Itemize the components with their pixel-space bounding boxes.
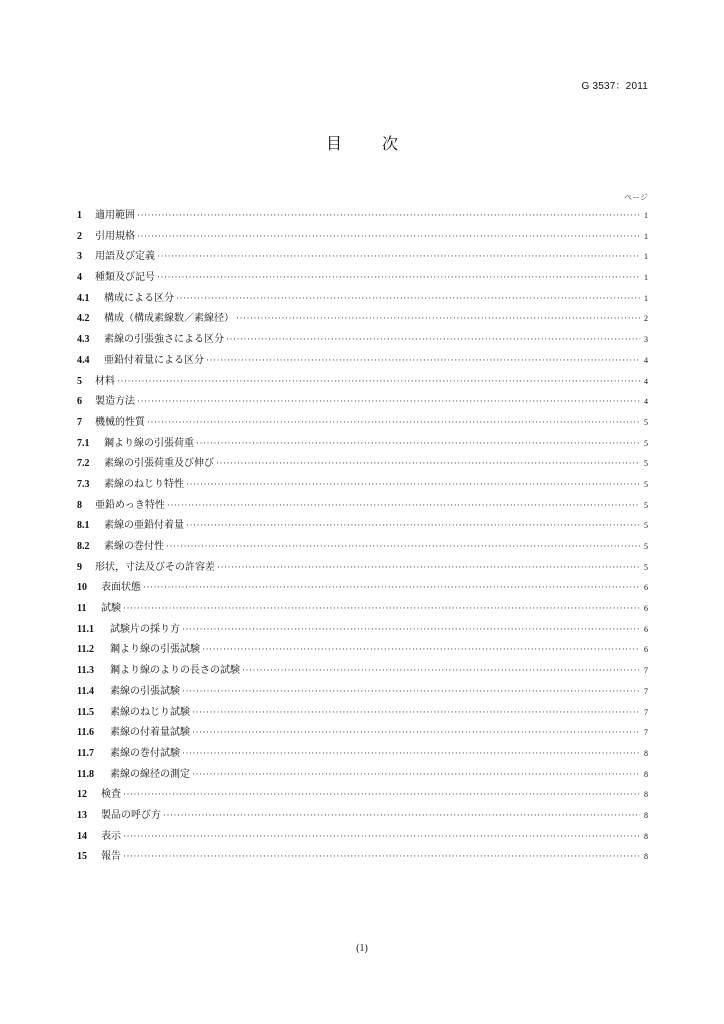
toc-entry-page: 4 <box>644 355 648 365</box>
toc-entry-number: 7.3 <box>77 478 90 490</box>
toc-entry-number: 11.3 <box>77 665 94 677</box>
toc-entry-title: 素線の引張試験 <box>110 685 180 697</box>
toc-entry-title: 素線の線径の測定 <box>110 768 190 780</box>
toc-entry-number: 9 <box>77 561 82 573</box>
toc-entry-page: 5 <box>644 521 648 531</box>
toc-entry[interactable] <box>77 288 648 309</box>
toc-entry-page: 5 <box>644 459 648 469</box>
toc-entry-number: 8.2 <box>77 541 90 552</box>
footer-page-number: (1) <box>356 943 368 954</box>
toc-entry-page: 7 <box>644 707 648 717</box>
toc-entry-page: 8 <box>644 810 648 820</box>
toc-entry-number: 11.7 <box>77 747 94 759</box>
dot-leader <box>192 722 640 743</box>
toc-entry-page: 5 <box>644 479 648 489</box>
toc-entry-page: 1 <box>644 231 648 241</box>
toc-entry-title: 形状，寸法及びその許容差 <box>95 561 215 573</box>
toc-entry-page: 3 <box>644 335 648 345</box>
toc-entry-number: 2 <box>77 230 82 242</box>
toc-entry[interactable] <box>77 226 648 247</box>
toc-entry-number: 10 <box>77 582 87 594</box>
toc-entry-number: 8.1 <box>77 520 90 532</box>
toc-entry-number: 4.1 <box>77 292 90 304</box>
toc-entry-title: 鋼より線の引張試験 <box>110 644 200 656</box>
toc-entry-number: 12 <box>77 789 87 801</box>
toc-entry[interactable] <box>77 350 648 371</box>
toc-entry-page: 5 <box>644 417 648 427</box>
toc-entry[interactable] <box>77 246 648 267</box>
toc-entry-page: 7 <box>644 666 648 676</box>
toc-entry-page: 1 <box>644 293 648 303</box>
toc-entry-page: 4 <box>644 376 648 386</box>
toc-entry-number: 11.1 <box>77 623 94 635</box>
toc-entry-number: 7.1 <box>77 437 90 449</box>
toc-entry[interactable] <box>77 619 648 640</box>
toc-entry-title: 素線のねじり試験 <box>110 706 190 718</box>
page-title: 目 次 <box>325 134 410 153</box>
toc-entry-title: 構成による区分 <box>104 292 174 304</box>
toc-entry-page: 5 <box>644 542 648 551</box>
toc-entry-title: 検査 <box>101 789 121 801</box>
toc-entry-number: 5 <box>77 375 82 387</box>
toc-entry-number: 15 <box>77 851 87 863</box>
toc-entry-number: 4.2 <box>77 313 90 325</box>
toc-entry-number: 3 <box>77 251 82 263</box>
toc-entry-page: 8 <box>644 748 648 758</box>
toc-entry-page: 5 <box>644 500 648 510</box>
toc-entry-page: 8 <box>644 769 648 779</box>
dot-leader <box>123 846 640 867</box>
dot-leader <box>226 329 640 350</box>
toc-entry-title: 試験片の採り方 <box>110 623 180 635</box>
toc-entry[interactable] <box>77 433 648 454</box>
dot-leader <box>206 350 640 371</box>
dot-leader <box>192 764 640 785</box>
toc-entry-title: 素線の亜鉛付着量 <box>104 520 184 532</box>
toc-entry[interactable] <box>77 846 648 867</box>
dot-leader <box>123 598 640 619</box>
toc-entry-number: 11.4 <box>77 685 94 697</box>
toc-entry-page: 5 <box>644 562 648 572</box>
toc-entry[interactable] <box>77 536 648 557</box>
toc-entry-number: 4.3 <box>77 334 90 346</box>
toc-entry-title: 適用範囲 <box>95 210 135 221</box>
toc-entry-number: 4.4 <box>77 354 90 366</box>
dot-leader <box>163 805 640 826</box>
toc-entry-title: 用語及び定義 <box>95 251 155 263</box>
toc-entry-page: 6 <box>644 583 648 593</box>
toc-entry-title: 亜鉛付着量による区分 <box>104 354 204 366</box>
standard-number: G 3537：2011 <box>581 81 648 92</box>
toc-entry-page: 8 <box>644 852 648 862</box>
dot-leader <box>236 308 640 329</box>
toc-entry-number: 1 <box>77 210 82 221</box>
dot-leader <box>216 453 640 474</box>
toc-entry[interactable] <box>77 639 648 660</box>
toc-entry[interactable] <box>77 764 648 785</box>
toc-entry[interactable] <box>77 412 648 433</box>
toc-entry-page: 8 <box>644 831 648 841</box>
toc-entry-title: 引用規格 <box>95 230 135 242</box>
toc-entry-page: 6 <box>644 645 648 655</box>
toc-entry-page: 5 <box>644 438 648 448</box>
toc-entry[interactable] <box>77 391 648 412</box>
dot-leader <box>143 577 640 598</box>
dot-leader <box>217 557 640 578</box>
toc-entry-page: 1 <box>644 273 648 283</box>
toc-entry-page: 8 <box>644 790 648 800</box>
toc-entry[interactable] <box>77 205 648 226</box>
toc-entry-number: 11 <box>77 603 87 615</box>
toc-entry-title: 素線の巻付性 <box>104 541 164 552</box>
toc-entry[interactable] <box>77 722 648 743</box>
toc-entry-title: 種類及び記号 <box>95 272 155 284</box>
toc-entry-number: 6 <box>77 396 82 408</box>
dot-leader <box>137 226 640 247</box>
toc-entry-page: 6 <box>644 604 648 614</box>
toc-entry-title: 素線の付着量試験 <box>110 727 190 739</box>
dot-leader <box>123 784 640 805</box>
toc-entry-number: 8 <box>77 499 82 511</box>
toc-entry[interactable] <box>77 805 648 826</box>
dot-leader <box>166 536 640 557</box>
dot-leader <box>117 371 640 392</box>
toc-entry[interactable] <box>77 474 648 495</box>
toc-entry-title: 鋼より線のよりの長さの試験 <box>110 665 240 677</box>
toc-entry[interactable] <box>77 495 648 516</box>
dot-leader <box>242 660 640 681</box>
toc-entry[interactable] <box>77 743 648 764</box>
dot-leader <box>202 639 640 660</box>
toc-entry-title: 試験 <box>101 603 121 615</box>
dot-leader <box>157 267 640 288</box>
toc-entry-number: 14 <box>77 830 87 842</box>
toc-entry-page: 2 <box>644 314 648 324</box>
table-of-contents <box>77 205 648 867</box>
toc-entry-title: 素線の巻付試験 <box>110 747 180 759</box>
toc-entry[interactable] <box>77 329 648 350</box>
toc-entry-number: 11.2 <box>77 644 94 656</box>
toc-entry-page: 7 <box>644 686 648 696</box>
dot-leader <box>123 826 640 847</box>
dot-leader <box>147 412 640 433</box>
dot-leader <box>196 433 640 454</box>
toc-entry-number: 11.5 <box>77 706 94 718</box>
toc-entry-title: 素線の引張荷重及び伸び <box>104 458 214 470</box>
dot-leader <box>157 246 640 267</box>
dot-leader <box>192 702 640 723</box>
toc-entry-page: 4 <box>644 397 648 407</box>
toc-entry-title: 機械的性質 <box>95 416 145 428</box>
toc-entry[interactable] <box>77 453 648 474</box>
toc-entry-title: 亜鉛めっき特性 <box>95 499 165 511</box>
dot-leader <box>182 619 640 640</box>
dot-leader <box>137 205 640 226</box>
dot-leader <box>137 391 640 412</box>
toc-entry[interactable] <box>77 371 648 392</box>
toc-entry[interactable] <box>77 308 648 329</box>
toc-entry[interactable] <box>77 598 648 619</box>
toc-entry-title: 素線の引張強さによる区分 <box>104 334 224 346</box>
toc-entry[interactable] <box>77 557 648 578</box>
toc-entry[interactable] <box>77 267 648 288</box>
dot-leader <box>186 515 640 536</box>
toc-entry-title: 表面状態 <box>101 582 141 594</box>
dot-leader <box>186 474 640 495</box>
toc-entry-number: 11.8 <box>77 768 94 780</box>
toc-entry-title: 製造方法 <box>95 396 135 408</box>
toc-entry-title: 材料 <box>95 375 115 387</box>
dot-leader <box>182 681 640 702</box>
toc-entry[interactable] <box>77 681 648 702</box>
toc-entry-title: 製品の呼び方 <box>101 809 161 821</box>
toc-entry[interactable] <box>77 577 648 598</box>
toc-entry[interactable] <box>77 702 648 723</box>
toc-entry-page: 1 <box>644 211 648 220</box>
toc-entry-number: 7 <box>77 416 82 428</box>
toc-entry-title: 表示 <box>101 830 121 842</box>
toc-entry-number: 4 <box>77 272 82 284</box>
toc-entry[interactable] <box>77 826 648 847</box>
toc-entry-number: 11.6 <box>77 727 94 739</box>
toc-entry-title: 素線のねじり特性 <box>104 478 184 490</box>
dot-leader <box>182 743 640 764</box>
toc-entry[interactable] <box>77 784 648 805</box>
toc-entry-page: 1 <box>644 252 648 262</box>
page-column-label: ページ <box>624 193 648 202</box>
toc-entry-number: 7.2 <box>77 458 90 470</box>
toc-entry-title: 鋼より線の引張荷重 <box>104 437 194 449</box>
toc-entry-title: 構成（構成素線数／素線径） <box>104 313 234 325</box>
toc-entry[interactable] <box>77 660 648 681</box>
toc-entry[interactable] <box>77 515 648 536</box>
dot-leader <box>176 288 640 309</box>
toc-entry-number: 13 <box>77 809 87 821</box>
toc-entry-title: 報告 <box>101 851 121 863</box>
toc-entry-page: 7 <box>644 728 648 738</box>
toc-entry-page: 6 <box>644 624 648 634</box>
dot-leader <box>167 495 640 516</box>
